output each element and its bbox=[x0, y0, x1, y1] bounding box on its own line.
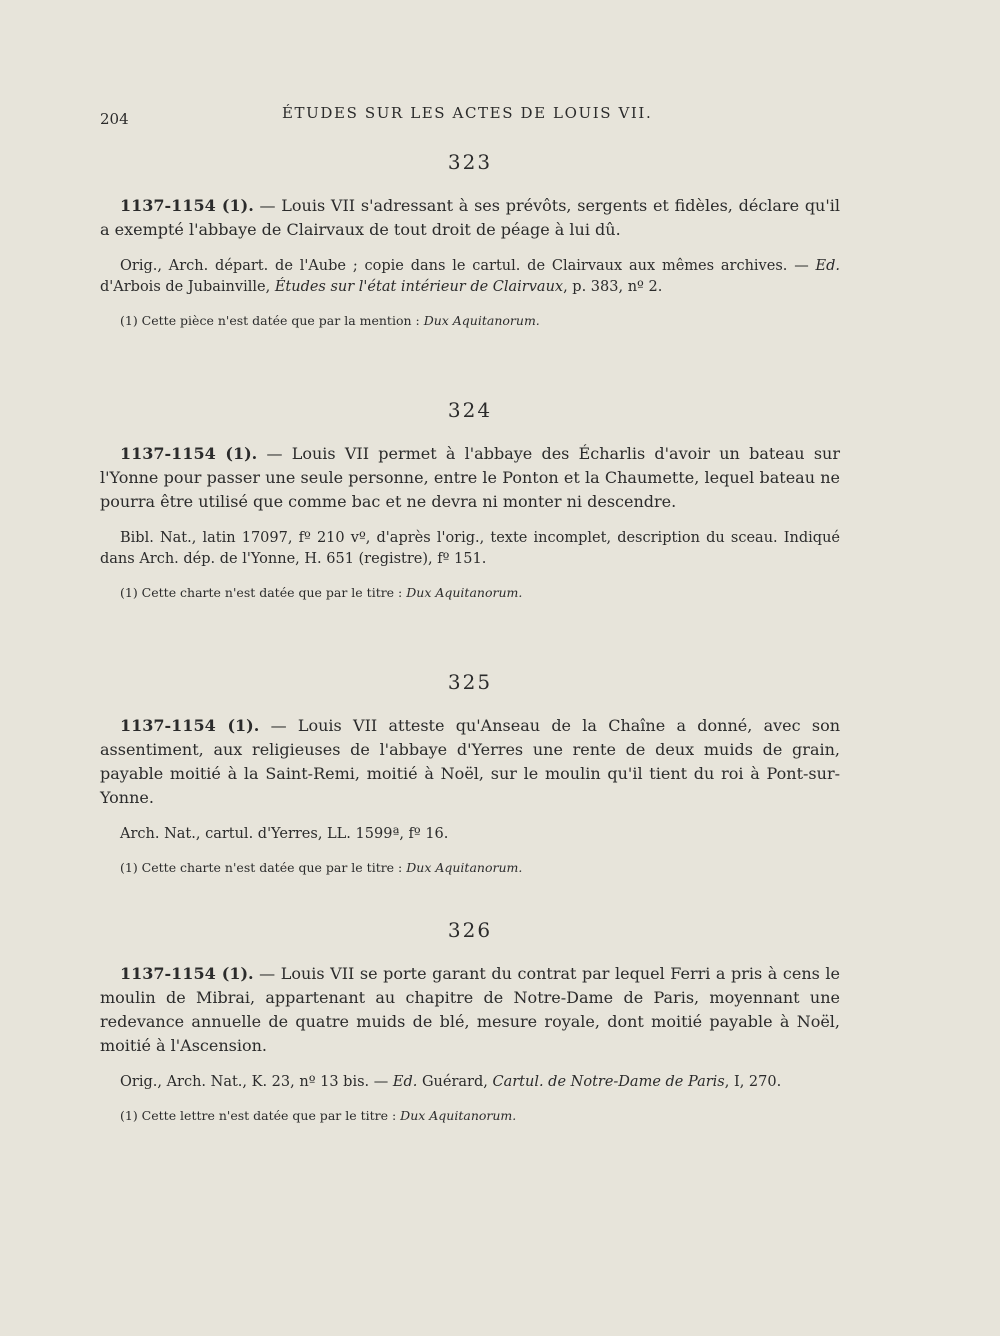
entry-date: 1137-1154 (1). bbox=[120, 196, 254, 215]
entry-source bbox=[100, 256, 840, 298]
entry-footnote bbox=[100, 859, 840, 877]
entry-number: 325 bbox=[447, 670, 493, 694]
source-title: Cartul. de Notre-Dame de Paris bbox=[492, 1074, 725, 1090]
source-editor-label: Ed. bbox=[392, 1074, 418, 1090]
source-text: Guérard, bbox=[417, 1074, 493, 1090]
act-entry-325 bbox=[100, 670, 840, 877]
source-text: Orig., Arch. départ. de l'Aube ; copie dans le cartul. de Clairvaux aux mêmes archives. — bbox=[120, 258, 816, 274]
footnote-title: Dux Aquitanorum. bbox=[400, 1108, 517, 1123]
entry-source bbox=[100, 1072, 840, 1093]
footnote-text: (1) Cette charte n'est datée que par le titre : bbox=[120, 860, 407, 875]
entry-summary bbox=[100, 442, 840, 514]
footnote-text: (1) Cette charte n'est datée que par le titre : bbox=[120, 585, 407, 600]
entry-footnote bbox=[100, 312, 840, 330]
source-text: Orig., Arch. Nat., K. 23, nº 13 bis. — bbox=[120, 1074, 393, 1090]
entry-number: 326 bbox=[447, 918, 493, 942]
entry-summary bbox=[100, 194, 840, 242]
running-title: ÉTUDES SUR LES ACTES DE LOUIS VII. bbox=[282, 104, 653, 122]
act-entry-323 bbox=[100, 150, 840, 330]
entry-number: 323 bbox=[447, 150, 493, 174]
act-entry-326 bbox=[100, 918, 840, 1125]
entry-footnote bbox=[100, 1107, 840, 1125]
entry-summary-text: — Louis VII permet à l'abbaye des Écharlis d'avoir un bateau sur l'Yonne pour passer une seule personne, entre le Ponton et la Chaumette, lequel bateau ne pourra être utilisé que comme bac et ne devra ni monter ni descendre. bbox=[100, 444, 840, 511]
source-text: , p. 383, nº 2. bbox=[563, 279, 663, 295]
entry-summary-text: — Louis VII se porte garant du contrat par lequel Ferri a pris à cens le moulin de Mibrai, appartenant au chapitre de Notre-Dame de Paris, moyennant une redevance annuelle de quatre muids de blé, mesure royale, dont moitié payable à Noël, moitié à l'Ascension. bbox=[100, 964, 840, 1055]
entry-date: 1137-1154 (1). bbox=[120, 444, 258, 463]
footnote-title: Dux Aquitanorum. bbox=[406, 585, 523, 600]
source-editor-label: Ed. bbox=[815, 258, 840, 274]
footnote-title: Dux Aquitanorum. bbox=[423, 313, 540, 328]
entry-date: 1137-1154 (1). bbox=[120, 964, 254, 983]
entry-source: Bibl. Nat., latin 17097, fº 210 vº, d'après l'orig., texte incomplet, description du sceau. Indiqué dans Arch. dép. de l'Yonne, H. 651 (registre), fº 151. bbox=[100, 530, 840, 567]
entry-summary bbox=[100, 714, 840, 810]
entry-source: Arch. Nat., cartul. d'Yerres, LL. 1599ª, fº 16. bbox=[120, 826, 449, 842]
source-text: , I, 270. bbox=[724, 1074, 782, 1090]
entry-date: 1137-1154 (1). bbox=[120, 716, 260, 735]
entry-summary-text: — Louis VII s'adressant à ses prévôts, sergents et fidèles, déclare qu'il a exempté l'abbaye de Clairvaux de tout droit de péage à lui dû. bbox=[100, 196, 840, 239]
entry-summary-text: — Louis VII atteste qu'Anseau de la Chaîne a donné, avec son assentiment, aux religieuses de l'abbaye d'Yerres une rente de deux muids de grain, payable moitié à la Saint-Remi, moitié à Noël, sur le moulin qu'il tient du roi à Pont-sur-Yonne. bbox=[100, 716, 841, 807]
act-entry-324 bbox=[100, 398, 840, 602]
entry-summary bbox=[100, 962, 840, 1058]
entry-footnote bbox=[100, 584, 840, 602]
source-title: Études sur l'état intérieur de Clairvaux bbox=[274, 279, 564, 295]
entry-number: 324 bbox=[447, 398, 493, 422]
page-header bbox=[100, 104, 860, 128]
footnote-text: (1) Cette pièce n'est datée que par la mention : bbox=[120, 313, 424, 328]
page-number: 204 bbox=[100, 110, 129, 128]
source-text: d'Arbois de Jubainville, bbox=[100, 279, 275, 295]
footnote-text: (1) Cette lettre n'est datée que par le titre : bbox=[120, 1108, 401, 1123]
footnote-title: Dux Aquitanorum. bbox=[406, 860, 523, 875]
